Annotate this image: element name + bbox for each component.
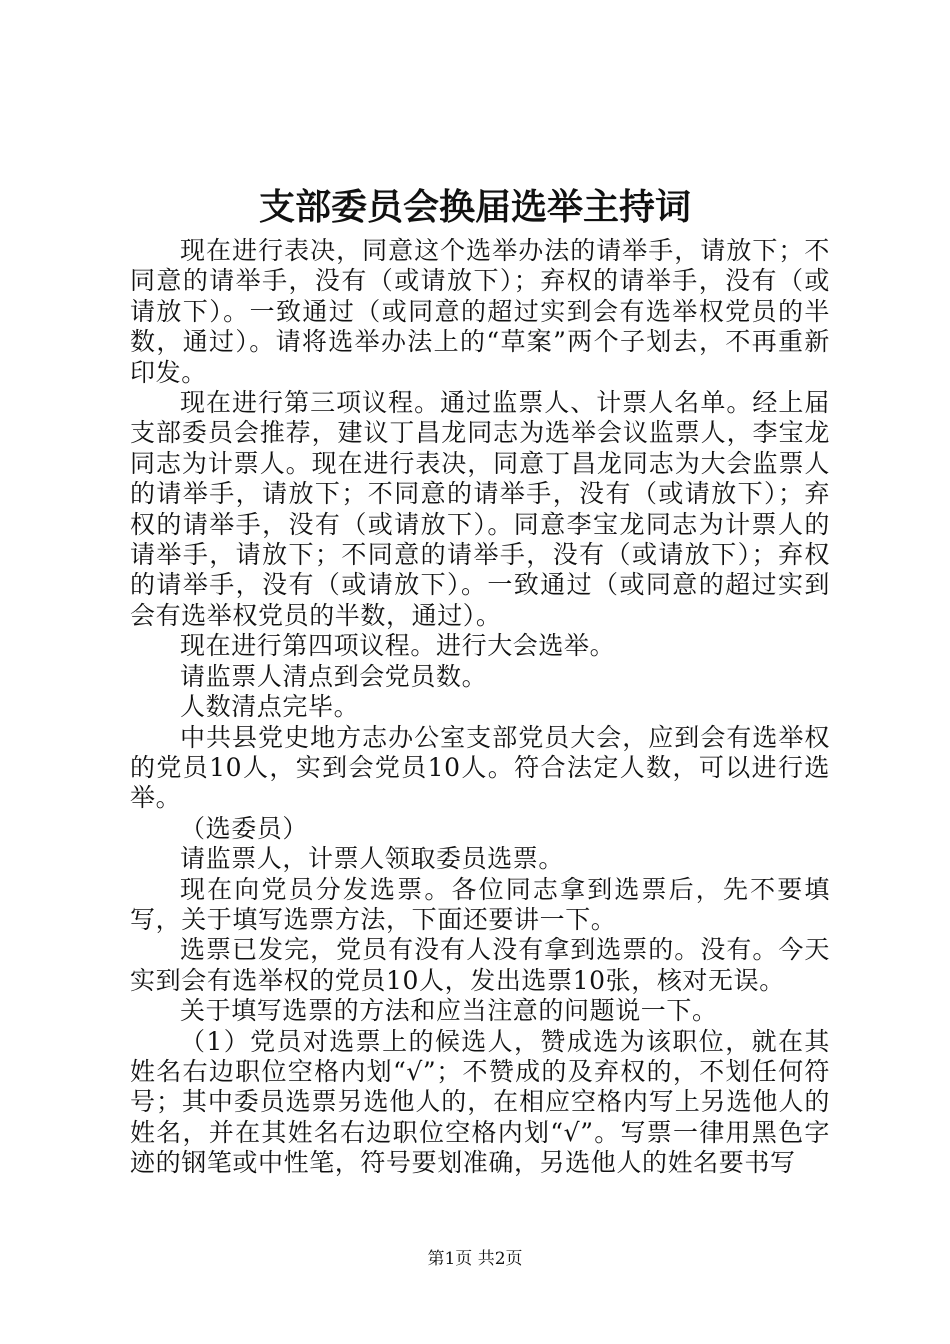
paragraph: 现在进行表决，同意这个选举办法的请举手，请放下；不同意的请举手，没有（或请放下）；弃权的请举手，没有（或请放下）。一致通过（或同意的超过实到会有选举权党员的半数，通过）。请将选举办法上的“草案”两个子划去，不再重新印发。 <box>130 236 830 387</box>
document-body <box>130 236 830 1179</box>
paragraph: 请监票人清点到会党员数。 <box>180 661 488 691</box>
paragraph: 现在向党员分发选票。各位同志拿到选票后，先不要填写，关于填写选票方法，下面还要讲一下。 <box>130 874 830 934</box>
page-number-footer: 第1页 共2页 <box>427 1249 523 1269</box>
document-title: 支部委员会换届选举主持词 <box>258 186 691 228</box>
paragraph: 中共县党史地方志办公室支部党员大会，应到会有选举权的党员10人，实到会党员10人。符合法定人数，可以进行选举。 <box>130 722 830 813</box>
paragraph: 请监票人，计票人领取委员选票。 <box>180 844 565 874</box>
paragraph: （1）党员对选票上的候选人，赞成选为该职位，就在其姓名右边职位空格内划“√”；不赞成的及弃权的，不划任何符号；其中委员选票另选他人的，在相应空格内写上另选他人的姓名，并在其姓名右边职位空格内划“√”。写票一律用黑色字迹的钢笔或中性笔，符号要划准确，另选他人的姓名要书写 <box>130 1026 830 1178</box>
paragraph: （选委员） <box>180 813 309 843</box>
paragraph: 选票已发完，党员有没有人没有拿到选票的。没有。今天实到会有选举权的党员10人，发出选票10张，核对无误。 <box>130 935 830 995</box>
paragraph: 现在进行第三项议程。通过监票人、计票人名单。经上届支部委员会推荐，建议丁昌龙同志为选举会议监票人，李宝龙同志为计票人。现在进行表决，同意丁昌龙同志为大会监票人的请举手，请放下；不同意的请举手，没有（或请放下）；弃权的请举手，没有（或请放下）。同意李宝龙同志为计票人的请举手，请放下；不同意的请举手，没有（或请放下）；弃权的请举手，没有（或请放下）。一致通过（或同意的超过实到会有选举权党员的半数，通过）。 <box>130 388 830 630</box>
paragraph: 关于填写选票的方法和应当注意的问题说一下。 <box>180 996 718 1026</box>
paragraph: 现在进行第四项议程。进行大会选举。 <box>180 631 616 661</box>
paragraph: 人数清点完毕。 <box>180 692 360 722</box>
